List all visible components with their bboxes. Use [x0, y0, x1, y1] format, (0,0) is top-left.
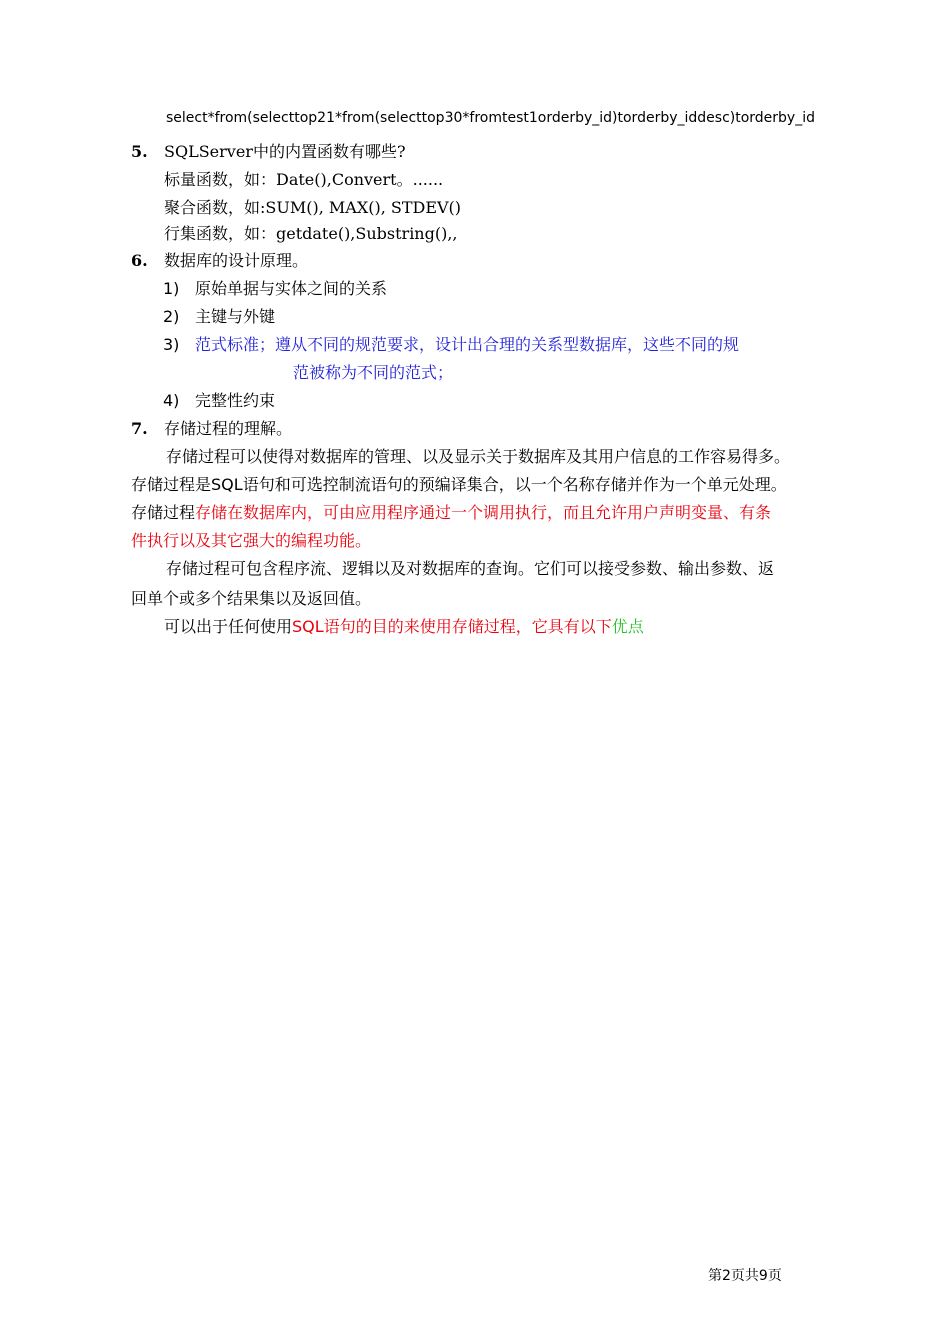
- list-item-1-text: 原始单据与实体之间的关系: [195, 279, 388, 298]
- footer-page-number: 2: [722, 1268, 731, 1284]
- p1-line3-part-a: 存储过程: [131, 503, 196, 522]
- sql-term: SQL: [211, 475, 243, 494]
- question-5-title: SQLServer中的内置函数有哪些?: [164, 142, 406, 161]
- question-7-number: 7.: [131, 419, 148, 438]
- question-6-title: 数据库的设计原理。: [164, 251, 309, 270]
- aggregate-functions-line: 聚合函数，如:SUM(), MAX(), STDEV(): [164, 198, 462, 217]
- p1-line3-highlight: 存储在数据库内，可由应用程序通过一个调用执行，而且允许用户声明变量、有条: [195, 503, 772, 522]
- paragraph-2-line-2: 回单个或多个结果集以及返回值。: [131, 589, 372, 608]
- question-7-title: 存储过程的理解。: [164, 419, 293, 438]
- list-item-4-number: 4): [163, 391, 180, 410]
- list-item-3-text: 范式标准；遵从不同的规范要求，设计出合理的关系型数据库，这些不同的规: [195, 335, 740, 354]
- p3-part-c: 语句的目的来使用存储过程，它具有以下: [323, 617, 612, 636]
- question-5-number: 5.: [131, 142, 148, 161]
- list-item-1-number: 1): [163, 279, 180, 298]
- footer-suffix: 页: [767, 1268, 782, 1284]
- rowset-functions-line: 行集函数，如：getdate(),Substring(),,: [164, 224, 458, 243]
- p3-part-d: 优点: [611, 617, 644, 636]
- page-footer: [708, 1267, 782, 1285]
- list-item-2-number: 2): [163, 307, 180, 326]
- paragraph-1-line-2: [131, 475, 787, 495]
- p1-line2-part-a: 存储过程是: [131, 475, 212, 494]
- p1-line2-part-c: 语句和可选控制流语句的预编译集合，以一个名称存储并作为一个单元处理。: [242, 475, 787, 494]
- p3-sql-term: SQL: [292, 617, 324, 636]
- paragraph-2-line-1: 存储过程可包含程序流、逻辑以及对数据库的查询。它们可以接受参数、输出参数、返: [166, 559, 775, 578]
- list-item-3-text-continued: 范被称为不同的范式；: [293, 363, 454, 382]
- list-item-3-number: 3): [163, 335, 180, 354]
- scalar-functions-line: 标量函数，如：Date(),Convert。......: [164, 170, 444, 189]
- question-6-number: 6.: [131, 251, 148, 270]
- footer-middle: 页共: [730, 1268, 759, 1284]
- footer-total-pages: 9: [758, 1268, 768, 1284]
- sql-example-line: select*from(selecttop21*from(selecttop30*fromtest1orderby_id)torderby_iddesc)torderby_id: [166, 110, 815, 126]
- paragraph-1-line-4: 件执行以及其它强大的编程功能。: [131, 531, 372, 550]
- footer-prefix: 第: [708, 1268, 722, 1284]
- paragraph-1-line-1: 存储过程可以使得对数据库的管理、以及显示关于数据库及其用户信息的工作容易得多。: [166, 447, 791, 466]
- paragraph-1-line-3: [131, 503, 771, 523]
- paragraph-3: [164, 617, 644, 637]
- p3-part-a: 可以出于任何使用: [164, 617, 293, 636]
- list-item-4-text: 完整性约束: [195, 391, 276, 410]
- list-item-2-text: 主键与外键: [195, 307, 276, 326]
